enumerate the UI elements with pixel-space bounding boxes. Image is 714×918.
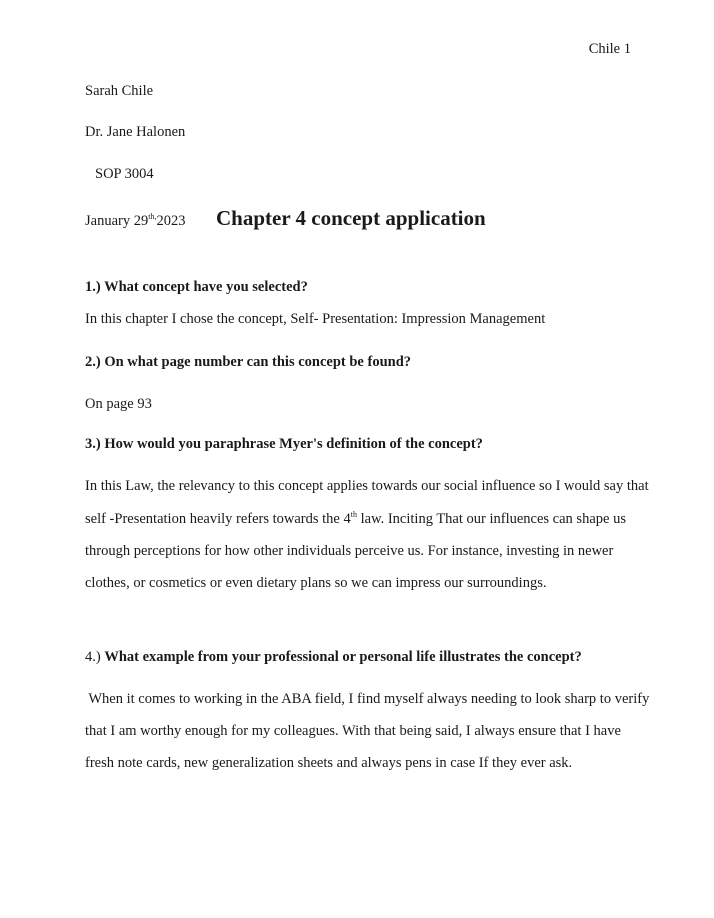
question-2: 2.) On what page number can this concept be found?: [85, 354, 412, 370]
answer-3-superscript: th: [350, 510, 357, 520]
running-head: Chile 1: [588, 41, 631, 57]
answer-3-line-2-end: law. Inciting That our influences can shape us: [356, 511, 626, 527]
date-prefix: January 29: [85, 213, 149, 229]
answer-3-line-2: [85, 511, 626, 528]
document-title: Chapter 4 concept application: [216, 206, 486, 230]
answer-3-line-1: In this Law, the relevancy to this concept applies towards our social influence so I would say that: [85, 478, 649, 494]
answer-4-line-2: that I am worthy enough for my colleagues. With that being said, I always ensure that I have: [85, 723, 621, 739]
answer-3-line-2-start: self -Presentation heavily refers towards the 4: [85, 511, 351, 527]
question-4-number: 4.): [85, 649, 105, 665]
date-superscript: th,: [148, 212, 157, 222]
answer-1: In this chapter I chose the concept, Self- Presentation: Impression Management: [85, 311, 546, 327]
question-1: 1.) What concept have you selected?: [85, 279, 308, 295]
instructor-name: Dr. Jane Halonen: [85, 124, 186, 140]
student-name: Sarah Chile: [85, 83, 154, 99]
answer-4-line-3: fresh note cards, new generalization sheets and always pens in case If they ever ask.: [85, 755, 573, 771]
answer-2: On page 93: [85, 396, 152, 412]
date-year: 2023: [156, 213, 186, 229]
answer-3-line-3: through perceptions for how other individuals perceive us. For instance, investing in newer: [85, 543, 614, 559]
question-3: 3.) How would you paraphrase Myer's definition of the concept?: [85, 436, 483, 452]
question-4-text: What example from your professional or personal life illustrates the concept?: [104, 649, 582, 665]
date-line: [85, 213, 185, 230]
answer-4-line-1: When it comes to working in the ABA field, I find myself always needing to look sharp to verify: [85, 691, 650, 707]
question-4: [85, 649, 582, 666]
answer-3-line-4: clothes, or cosmetics or even dietary plans so we can impress our surroundings.: [85, 575, 547, 591]
course-code: SOP 3004: [95, 166, 154, 182]
